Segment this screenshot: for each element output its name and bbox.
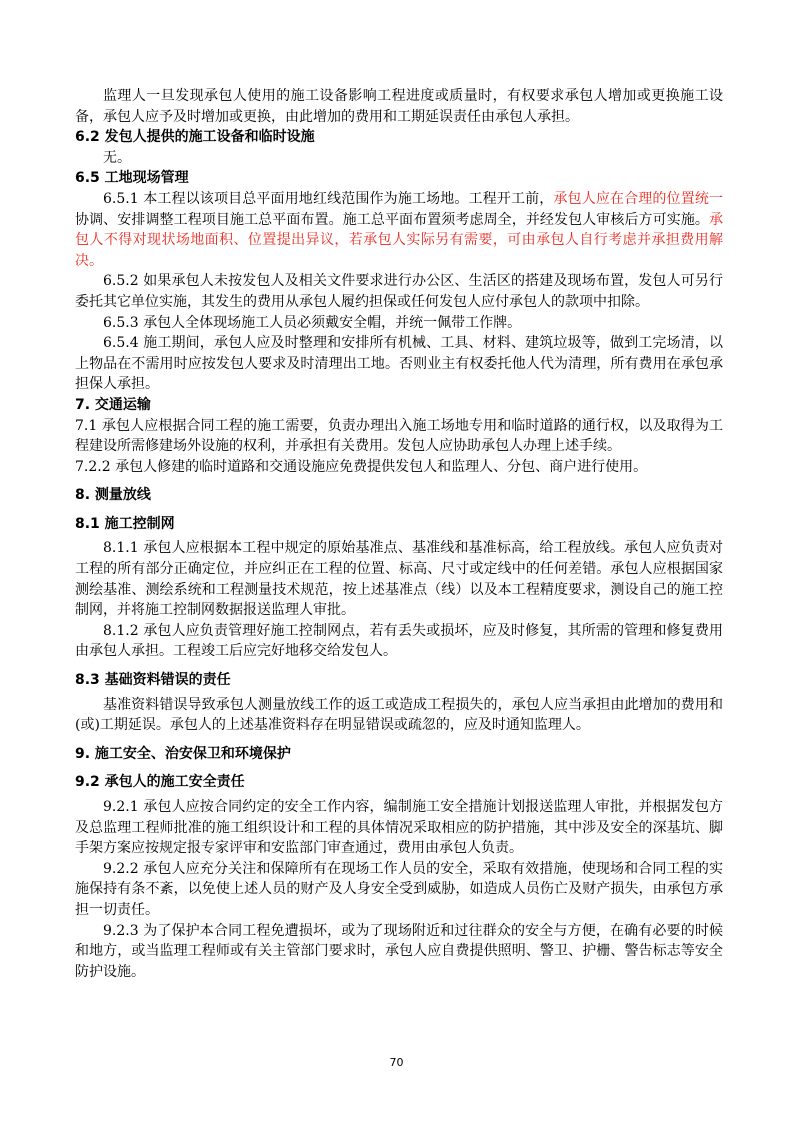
section-heading: 8. 测量放线 xyxy=(75,487,151,504)
body-paragraph: 9.2.1 承包人应按合同约定的安全工作内容，编制施工安全措施计划报送监理人审批，并根据发包方及总监理工程师批准的施工组织设计和工程的具体情况采取相应的防护措施，其中涉及安全的深基坑、脚手架方案应按规定报专家评审和安监部门审查通过，费用由承包人负责。 xyxy=(75,799,723,857)
body-paragraph xyxy=(75,189,723,271)
section-heading: 8.3 基础资料错误的责任 xyxy=(75,672,231,689)
body-paragraph: 9.2.3 为了保护本合同工程免遭损坏，或为了现场附近和过往群众的安全与方便，在确有必要的时候和地方，或当监理工程师或有关主管部门要求时，承包人应自费提供照明、警卫、护栅、警告标志等安全防护设施。 xyxy=(75,922,723,980)
section-heading: 7. 交通运输 xyxy=(75,396,151,413)
highlighted-text: 承包人应在合理的位置统一 xyxy=(553,190,723,207)
body-paragraph: 7.1 承包人应根据合同工程的施工需要，负责办理出入施工场地专用和临时道路的通行权，以及取得为工程建设所需修建场外设施的权利，并承担有关费用。发包人应协助承包人办理上述手续。 xyxy=(75,417,723,455)
page-number: 70 xyxy=(389,1056,404,1069)
document-body xyxy=(75,86,723,982)
body-paragraph: 8.1.1 承包人应根据本工程中规定的原始基准点、基准线和基准标高，给工程放线。承包人应负责对工程的所有部分正确定位，并应纠正在工程的位置、标高、尺寸或定线中的任何差错。承包人应根据国家测绘基准、测绘系统和工程测量技术规范，按上述基准点（线）以及本工程精度要求，测设自己的施工控制网，并将施工控制网数据报送监理人审批。 xyxy=(75,540,723,619)
body-paragraph: 无。 xyxy=(103,149,131,166)
section-heading: 9.2 承包人的施工安全责任 xyxy=(75,774,245,791)
section-heading: 9. 施工安全、治安保卫和环境保护 xyxy=(75,745,291,762)
body-paragraph: 9.2.2 承包人应充分关注和保障所有在现场工作人员的安全，采取有效措施，使现场和合同工程的实施保持有条不紊，以免使上述人员的财产及人身安全受到威胁，如造成人员伤亡及财产损失，由承包方承担一切责任。 xyxy=(75,860,723,918)
body-paragraph: 6.5.3 承包人全体现场施工人员必须戴安全帽，并统一佩带工作牌。 xyxy=(103,314,522,331)
body-paragraph: 监理人一旦发现承包人使用的施工设备影响工程进度或质量时，有权要求承包人增加或更换施工设备，承包人应予及时增加或更换，由此增加的费用和工期延误责任由承包人承担。 xyxy=(75,88,723,125)
body-paragraph: 8.1.2 承包人应负责管理好施工控制网点，若有丢失或损坏，应及时修复，其所需的管理和修复费用由承包人承担。工程竣工后应完好地移交给发包人。 xyxy=(75,622,723,660)
text-run: 6.5.1 本工程以该项目总平面用地红线范围作为施工场地。工程开工前， xyxy=(103,190,554,207)
body-paragraph: 6.5.2 如果承包人未按发包人及相关文件要求进行办公区、生活区的搭建及现场布置，发包人可另行委托其它单位实施，其发生的费用从承包人履约担保或任何发包人应付承包人的款项中扣除。 xyxy=(75,273,723,310)
section-heading: 8.1 施工控制网 xyxy=(75,515,175,532)
section-heading: 6.2 发包人提供的施工设备和临时设施 xyxy=(75,129,315,146)
text-run: 协调、安排调整工程项目施工总平面布置。施工总平面布置须考虑周全，并经发包人审核后方可实施。 xyxy=(75,211,709,228)
section-heading: 6.5 工地现场管理 xyxy=(75,170,189,187)
body-paragraph: 基准资料错误导致承包人测量放线工作的返工或造成工程损失的，承包人应当承担由此增加的费用和(或)工期延误。承包人的上述基准资料存在明显错误或疏忽的，应及时通知监理人。 xyxy=(75,696,723,734)
body-paragraph: 7.2.2 承包人修建的临时道路和交通设施应免费提供发包人和监理人、分包、商户进行使用。 xyxy=(75,458,648,475)
body-paragraph: 6.5.4 施工期间，承包人应及时整理和安排所有机械、工具、材料、建筑垃圾等，做到工完场清，以上物品在不需用时应按发包人要求及时清理出工地。否则业主有权委托他人代为清理，所有费用在承包承担保人承担。 xyxy=(75,335,723,393)
highlighted-text: 承包人不得对现状场地面积、位置提出异议，若承包人实际另有需要，可由承包人自行考虑并承担费用解决。 xyxy=(75,211,723,269)
